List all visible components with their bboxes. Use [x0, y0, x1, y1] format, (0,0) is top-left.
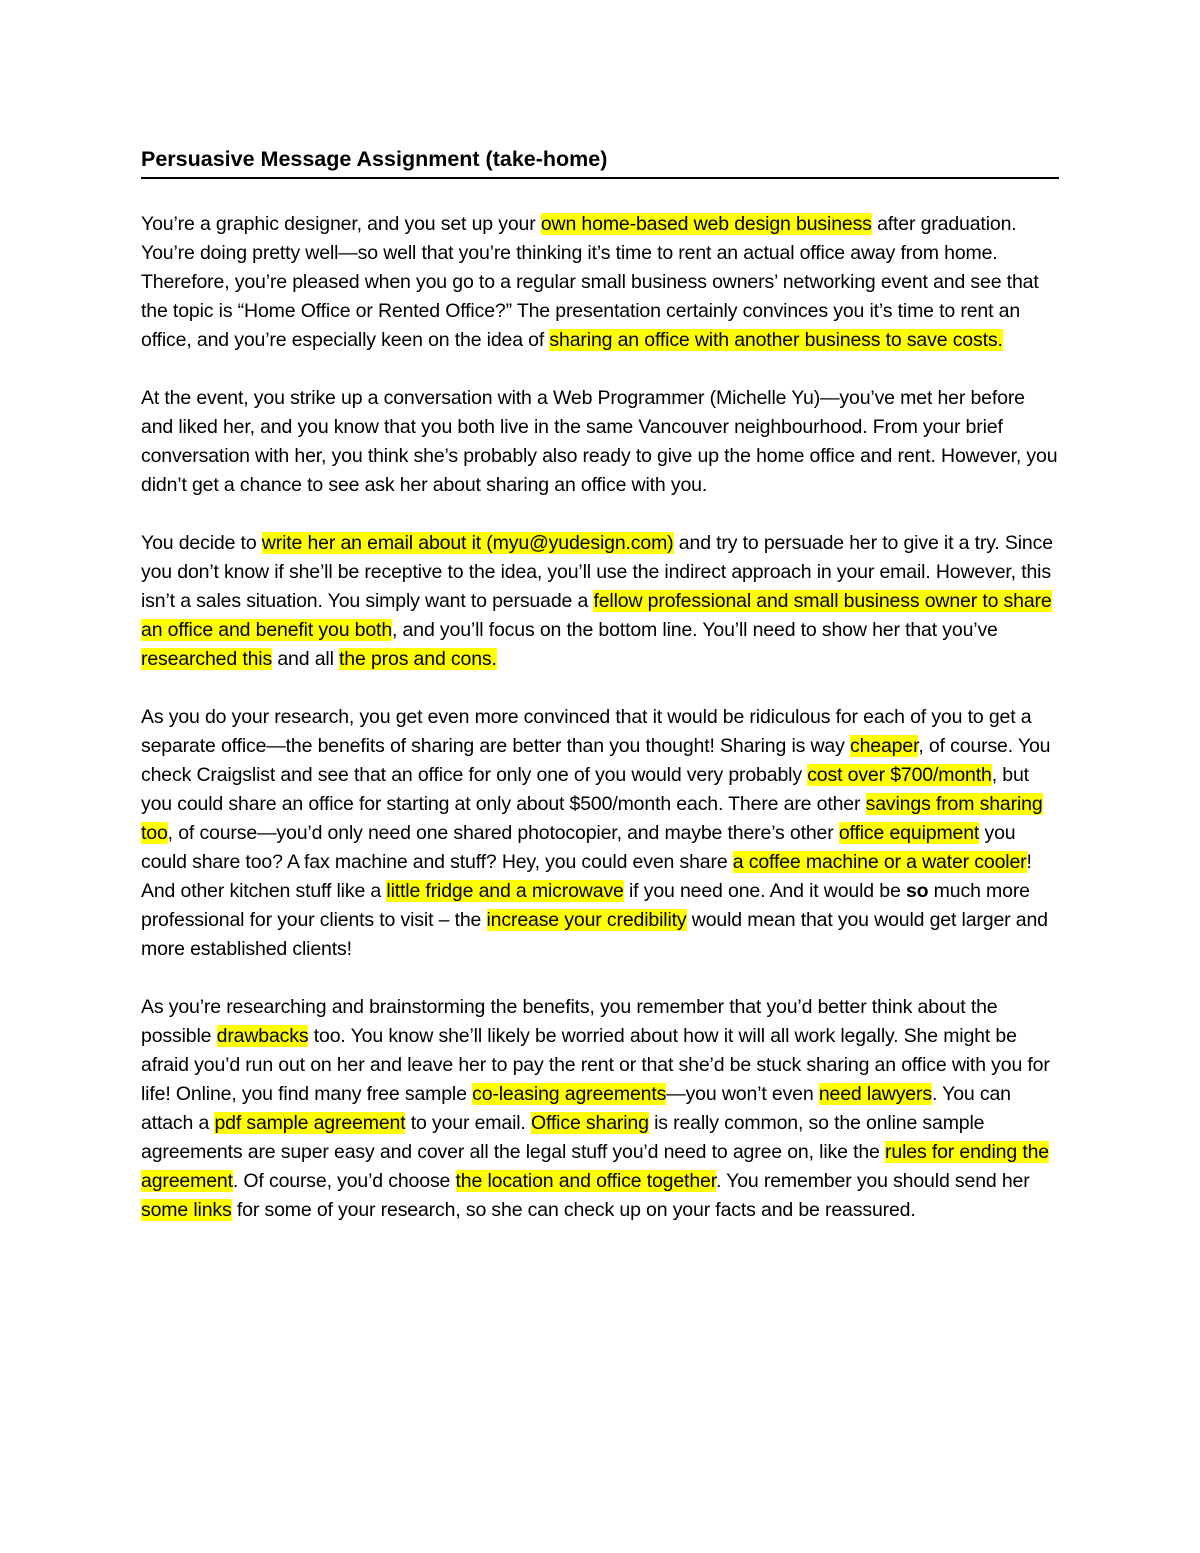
- highlighted-phrase: drawbacks: [216, 1025, 309, 1047]
- highlighted-phrase: co-leasing agreements: [472, 1083, 667, 1105]
- highlighted-phrase: need lawyers: [818, 1083, 932, 1105]
- highlighted-phrase: the location and office together: [455, 1170, 716, 1192]
- text-segment: As you’re researching and brainstorming the benefits, you remember that you’d better think about the possible: [141, 996, 998, 1047]
- text-segment: to your email.: [405, 1112, 531, 1134]
- document-title: Persuasive Message Assignment (take-home): [141, 141, 1059, 179]
- text-segment: , of course—you’d only need one shared photocopier, and maybe there’s other: [167, 822, 839, 844]
- highlighted-phrase: increase your credibility: [486, 909, 687, 931]
- paragraph-email-task: [141, 529, 1059, 674]
- highlighted-phrase: sharing an office with another business to save costs.: [549, 329, 1003, 351]
- text-segment: . You can attach a: [141, 1083, 1011, 1134]
- text-segment: You’re a graphic designer, and you set up your: [141, 213, 541, 235]
- text-segment: . Of course, you’d choose: [232, 1170, 456, 1192]
- text-segment: if you need one. And it would be: [623, 880, 906, 902]
- highlighted-phrase: pdf sample agreement: [214, 1112, 406, 1134]
- text-segment: , but you could share an office for starting at only about $500/month each. There are other: [141, 764, 1029, 815]
- text-segment: too. You know she’ll likely be worried about how it will all work legally. She might be afraid you’d run out on her and leave her to pay the rent or that she’d be stuck sharing an office with you for life! Online, you find many free sample: [141, 1025, 1050, 1105]
- text-segment: and try to persuade her to give it a try. Since you don’t know if she’ll be receptive to the idea, you’ll use the indirect approach in your email. However, this isn’t a sales situation. You simply want to persuade a: [141, 532, 1053, 612]
- text-segment: is really common, so the online sample agreements are super easy and cover all the legal stuff you’d need to agree on, like the: [141, 1112, 985, 1163]
- highlighted-phrase: own home-based web design business: [540, 213, 872, 235]
- text-segment: , of course. You check Craigslist and see that an office for only one of you would very probably: [141, 735, 1051, 786]
- text-segment: , and you’ll focus on the bottom line. You’ll need to show her that you’ve: [392, 619, 998, 641]
- text-segment: ! And other kitchen stuff like a: [141, 851, 1032, 902]
- paragraph-event: [141, 384, 1059, 500]
- highlighted-phrase: Office sharing: [530, 1112, 649, 1134]
- text-segment: You decide to: [141, 532, 262, 554]
- text-segment: . You remember you should send her: [715, 1170, 1030, 1192]
- paragraph-intro: [141, 210, 1059, 355]
- text-segment: As you do your research, you get even more convinced that it would be ridiculous for each of you to get a separate office—the benefits of sharing are better than you thought! Sharing is way: [141, 706, 1032, 757]
- highlighted-phrase: rules for ending the agreement: [141, 1141, 1049, 1192]
- text-segment: much more professional for your clients to visit – the: [141, 880, 1030, 931]
- paragraph-benefits: [141, 703, 1059, 964]
- highlighted-phrase: a coffee machine or a water cooler: [732, 851, 1027, 873]
- text-segment: —you won’t even: [666, 1083, 819, 1105]
- text-segment: for some of your research, so she can check up on your facts and be reassured.: [231, 1199, 916, 1221]
- highlighted-phrase: little fridge and a microwave: [386, 880, 624, 902]
- highlighted-phrase: fellow professional and small business owner to share an office and benefit you both: [141, 590, 1052, 641]
- highlighted-phrase: the pros and cons.: [339, 648, 497, 670]
- document-body: [141, 141, 1059, 1225]
- text-segment: would mean that you would get larger and more established clients!: [141, 909, 1048, 960]
- highlighted-phrase: researched this: [141, 648, 273, 670]
- text-segment: At the event, you strike up a conversation with a Web Programmer (Michelle Yu)—you’ve met her before and liked her, and you know that you both live in the same Vancouver neighbourhood. From your brief conversation with her, you think she’s probably also ready to give up the home office and rent. However, you didn’t get a chance to see ask her about sharing an office with you.: [141, 387, 1058, 496]
- highlighted-phrase: savings from sharing too: [141, 793, 1043, 844]
- text-segment: after graduation. You’re doing pretty well—so well that you’re thinking it’s time to rent an actual office away from home. Therefore, you’re pleased when you go to a regular small business owners’ networking event and see that the topic is “Home Office or Rented Office?” The presentation certainly convinces you it’s time to rent an office, and you’re especially keen on the idea of: [141, 213, 1039, 351]
- highlighted-phrase: cost over $700/month: [807, 764, 992, 786]
- text-segment: and all: [272, 648, 340, 670]
- highlighted-phrase: office equipment: [838, 822, 980, 844]
- paragraph-drawbacks: [141, 993, 1059, 1225]
- text-segment: you could share too? A fax machine and stuff? Hey, you could even share: [141, 822, 1016, 873]
- emphasis-text: so: [905, 880, 929, 902]
- highlighted-phrase: cheaper: [850, 735, 919, 757]
- highlighted-phrase: some links: [141, 1199, 232, 1221]
- highlighted-phrase: write her an email about it (myu@yudesign.com): [261, 532, 674, 554]
